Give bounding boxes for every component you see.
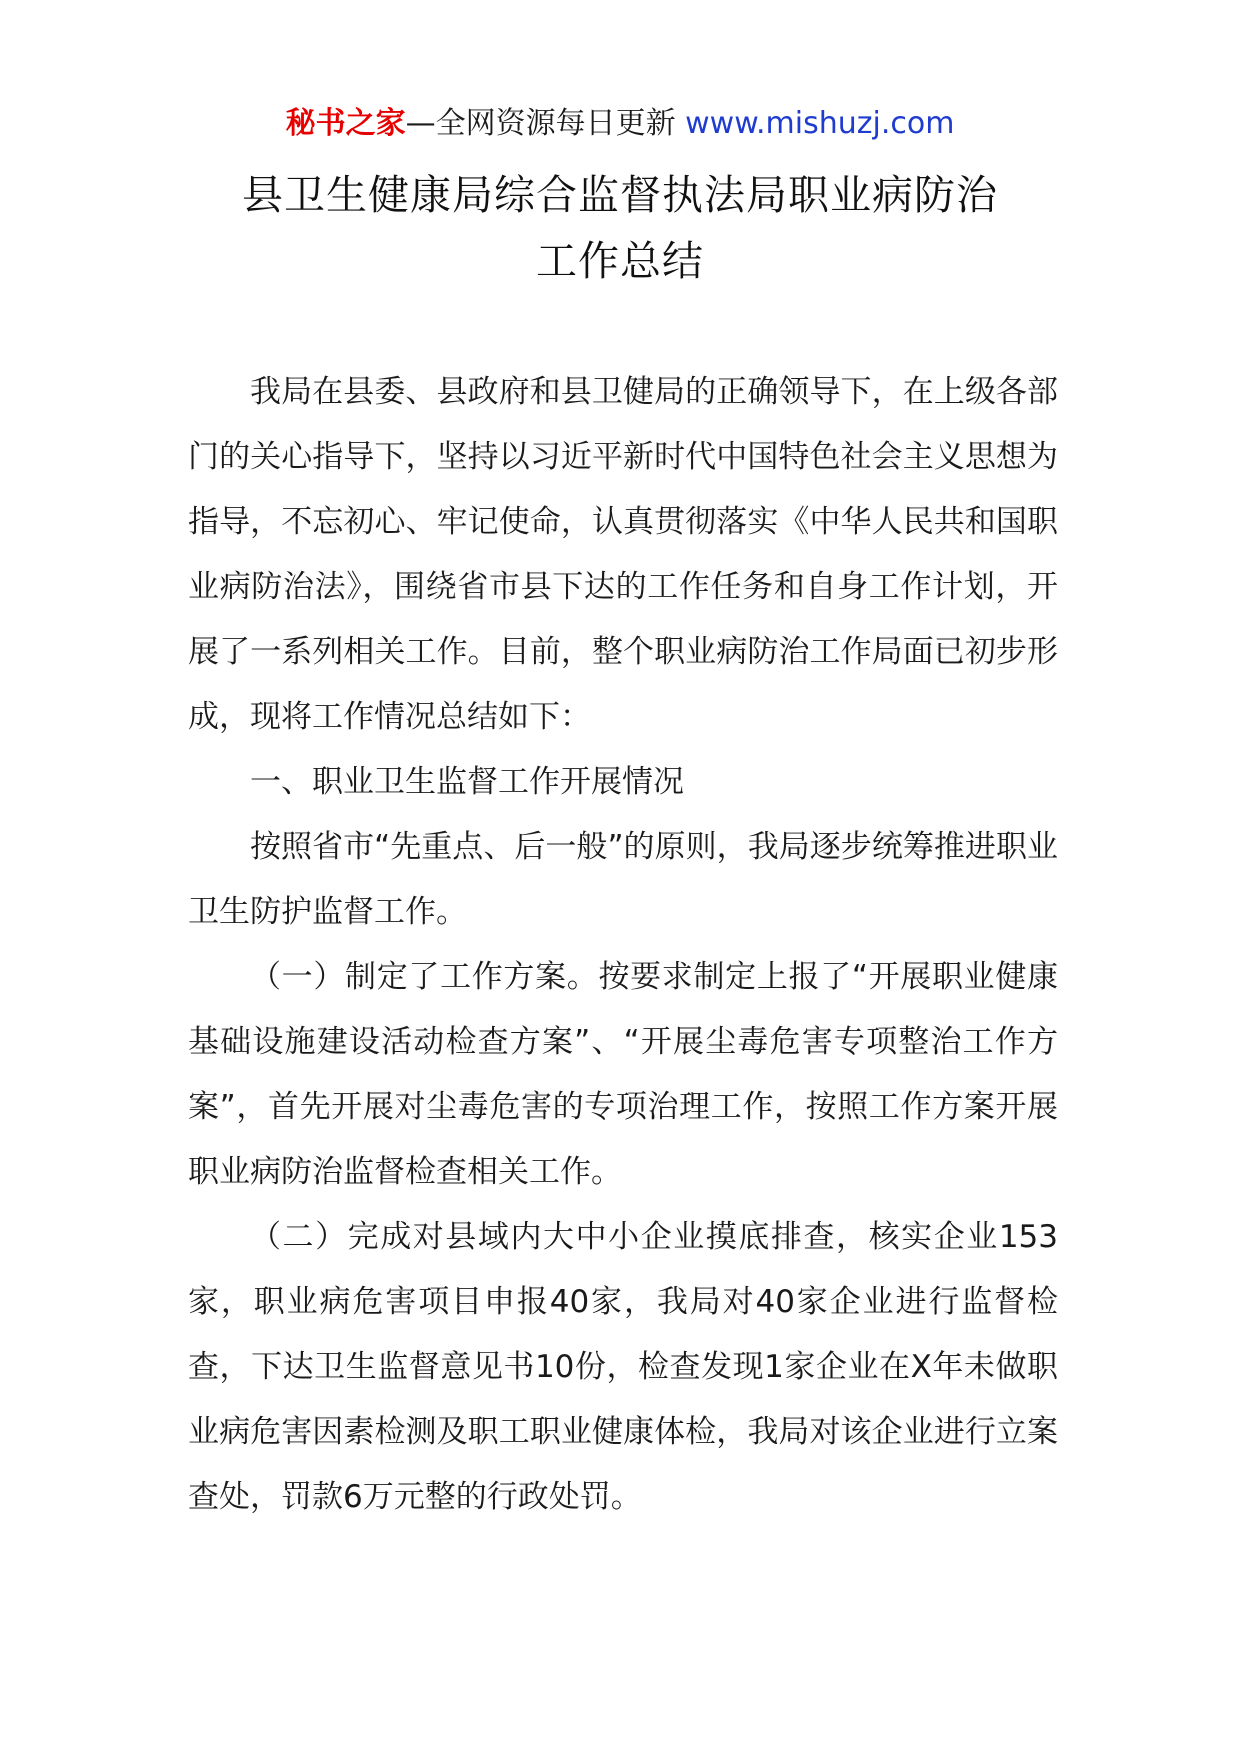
section-heading-1: 一、职业卫生监督工作开展情况 bbox=[250, 764, 684, 800]
item-2-paragraph: （二）完成对县域内大中小企业摸底排查，核实企业153家，职业病危害项目申报40家，我局对40家企业进行监督检查，下达卫生监督意见书10份，检查发现1家企业在X年未做职业病危害因素检测及职工职业健康体检，我局对该企业进行立案查处，罚款6万元整的行政处罚。 bbox=[188, 1219, 1058, 1515]
site-url-link[interactable]: www.mishuzj.com bbox=[685, 106, 955, 141]
site-brand: 秘书之家 bbox=[285, 106, 406, 141]
item-1-paragraph: （一）制定了工作方案。按要求制定上报了“开展职业健康基础设施建设活动检查方案”、“开展尘毒危害专项整治工作方案”，首先开展对尘毒危害的专项治理工作，按照工作方案开展职业病防治监督检查相关工作。 bbox=[188, 959, 1058, 1190]
site-header bbox=[0, 104, 1240, 144]
site-tagline: —全网资源每日更新 bbox=[405, 106, 676, 141]
document-title-line-2: 工作总结 bbox=[536, 237, 704, 285]
intro-paragraph: 我局在县委、县政府和县卫健局的正确领导下，在上级各部门的关心指导下，坚持以习近平新时代中国特色社会主义思想为指导，不忘初心、牢记使命，认真贯彻落实《中华人民共和国职业病防治法》，围绕省市县下达的工作任务和自身工作计划，开展了一系列相关工作。目前，整个职业病防治工作局面已初步形成，现将工作情况总结如下： bbox=[188, 374, 1058, 735]
document-title bbox=[140, 162, 1100, 294]
document-title-line-1: 县卫生健康局综合监督执法局职业病防治 bbox=[242, 171, 998, 219]
section-1-paragraph: 按照省市“先重点、后一般”的原则，我局逐步统筹推进职业卫生防护监督工作。 bbox=[188, 829, 1058, 930]
document-body bbox=[188, 360, 1058, 1530]
